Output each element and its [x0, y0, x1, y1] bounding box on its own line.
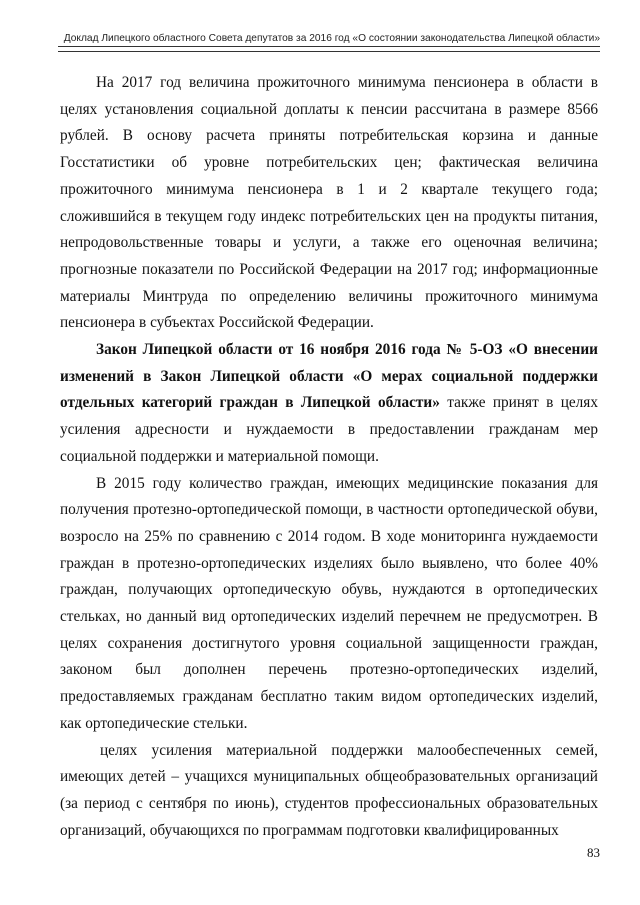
law-title: Закон Липецкой области от 16 ноября 2016 года № 5-ОЗ «О внесении изменений в Закон Липецкой области «О мерах социальной поддержки отдельных категорий граждан в Липецкой области»	[60, 341, 598, 412]
paragraph-subsistence-minimum: На 2017 год величина прожиточного минимума пенсионера в области в целях установления социальной доплаты к пенсии рассчитана в размере 8566 рублей. В основу расчета приняты потребительская корзина и данные Госстатистики об уровне потребительских цен; фактическая величина прожиточного минимума пенсионера в 1 и 2 квартале текущего года; сложившийся в текущем году индекс потребительских цен на продукты питания, непродовольственные товары и услуги, а также его оценочная величина; прогнозные показатели по Российской Федерации на 2017 год; информационные материалы Минтруда по определению величины прожиточного минимума пенсионера в субъектах Российской Федерации.	[60, 74, 598, 332]
header-divider	[58, 46, 600, 52]
header-title: Доклад Липецкого областного Совета депутатов за 2016 год «О состоянии законодательства Липецкой области»	[63, 33, 600, 44]
paragraph-law-amendment	[60, 337, 598, 471]
law-description: также принят в целях усиления адресности и нуждаемости в предоставлении гражданам мер социальной поддержки и материальной помощи.	[60, 394, 598, 465]
page-header	[58, 32, 600, 52]
page-number: 83	[587, 845, 600, 860]
paragraph-family-support: целях усиления материальной поддержки малообеспеченных семей, имеющих детей – учащихся муниципальных общеобразовательных организаций (за период с сентября по июнь), студентов профессиональных образовательных организаций, обучающихся по программам подготовки квалифицированных	[60, 741, 598, 839]
paragraph-orthopedic-aid: В 2015 году количество граждан, имеющих медицинские показания для получения протезно-ортопедической помощи, в частности ортопедической обуви, возросло на 25% по сравнению с 2014 годом. В ходе мониторинга нуждаемости граждан в протезно-ортопедических изделиях было выявлено, что более 40% граждан, получающих ортопедическую обувь, нуждаются в ортопедических стельках, но данный вид ортопедических изделий перечнем не предусмотрен. В целях сохранения достигнутого уровня социальной защищенности граждан, законом был дополнен перечень протезно-ортопедических изделий, предоставляемых гражданам бесплатно таким видом ортопедических изделий, как ортопедические стельки.	[60, 474, 598, 732]
document-body	[60, 70, 598, 844]
